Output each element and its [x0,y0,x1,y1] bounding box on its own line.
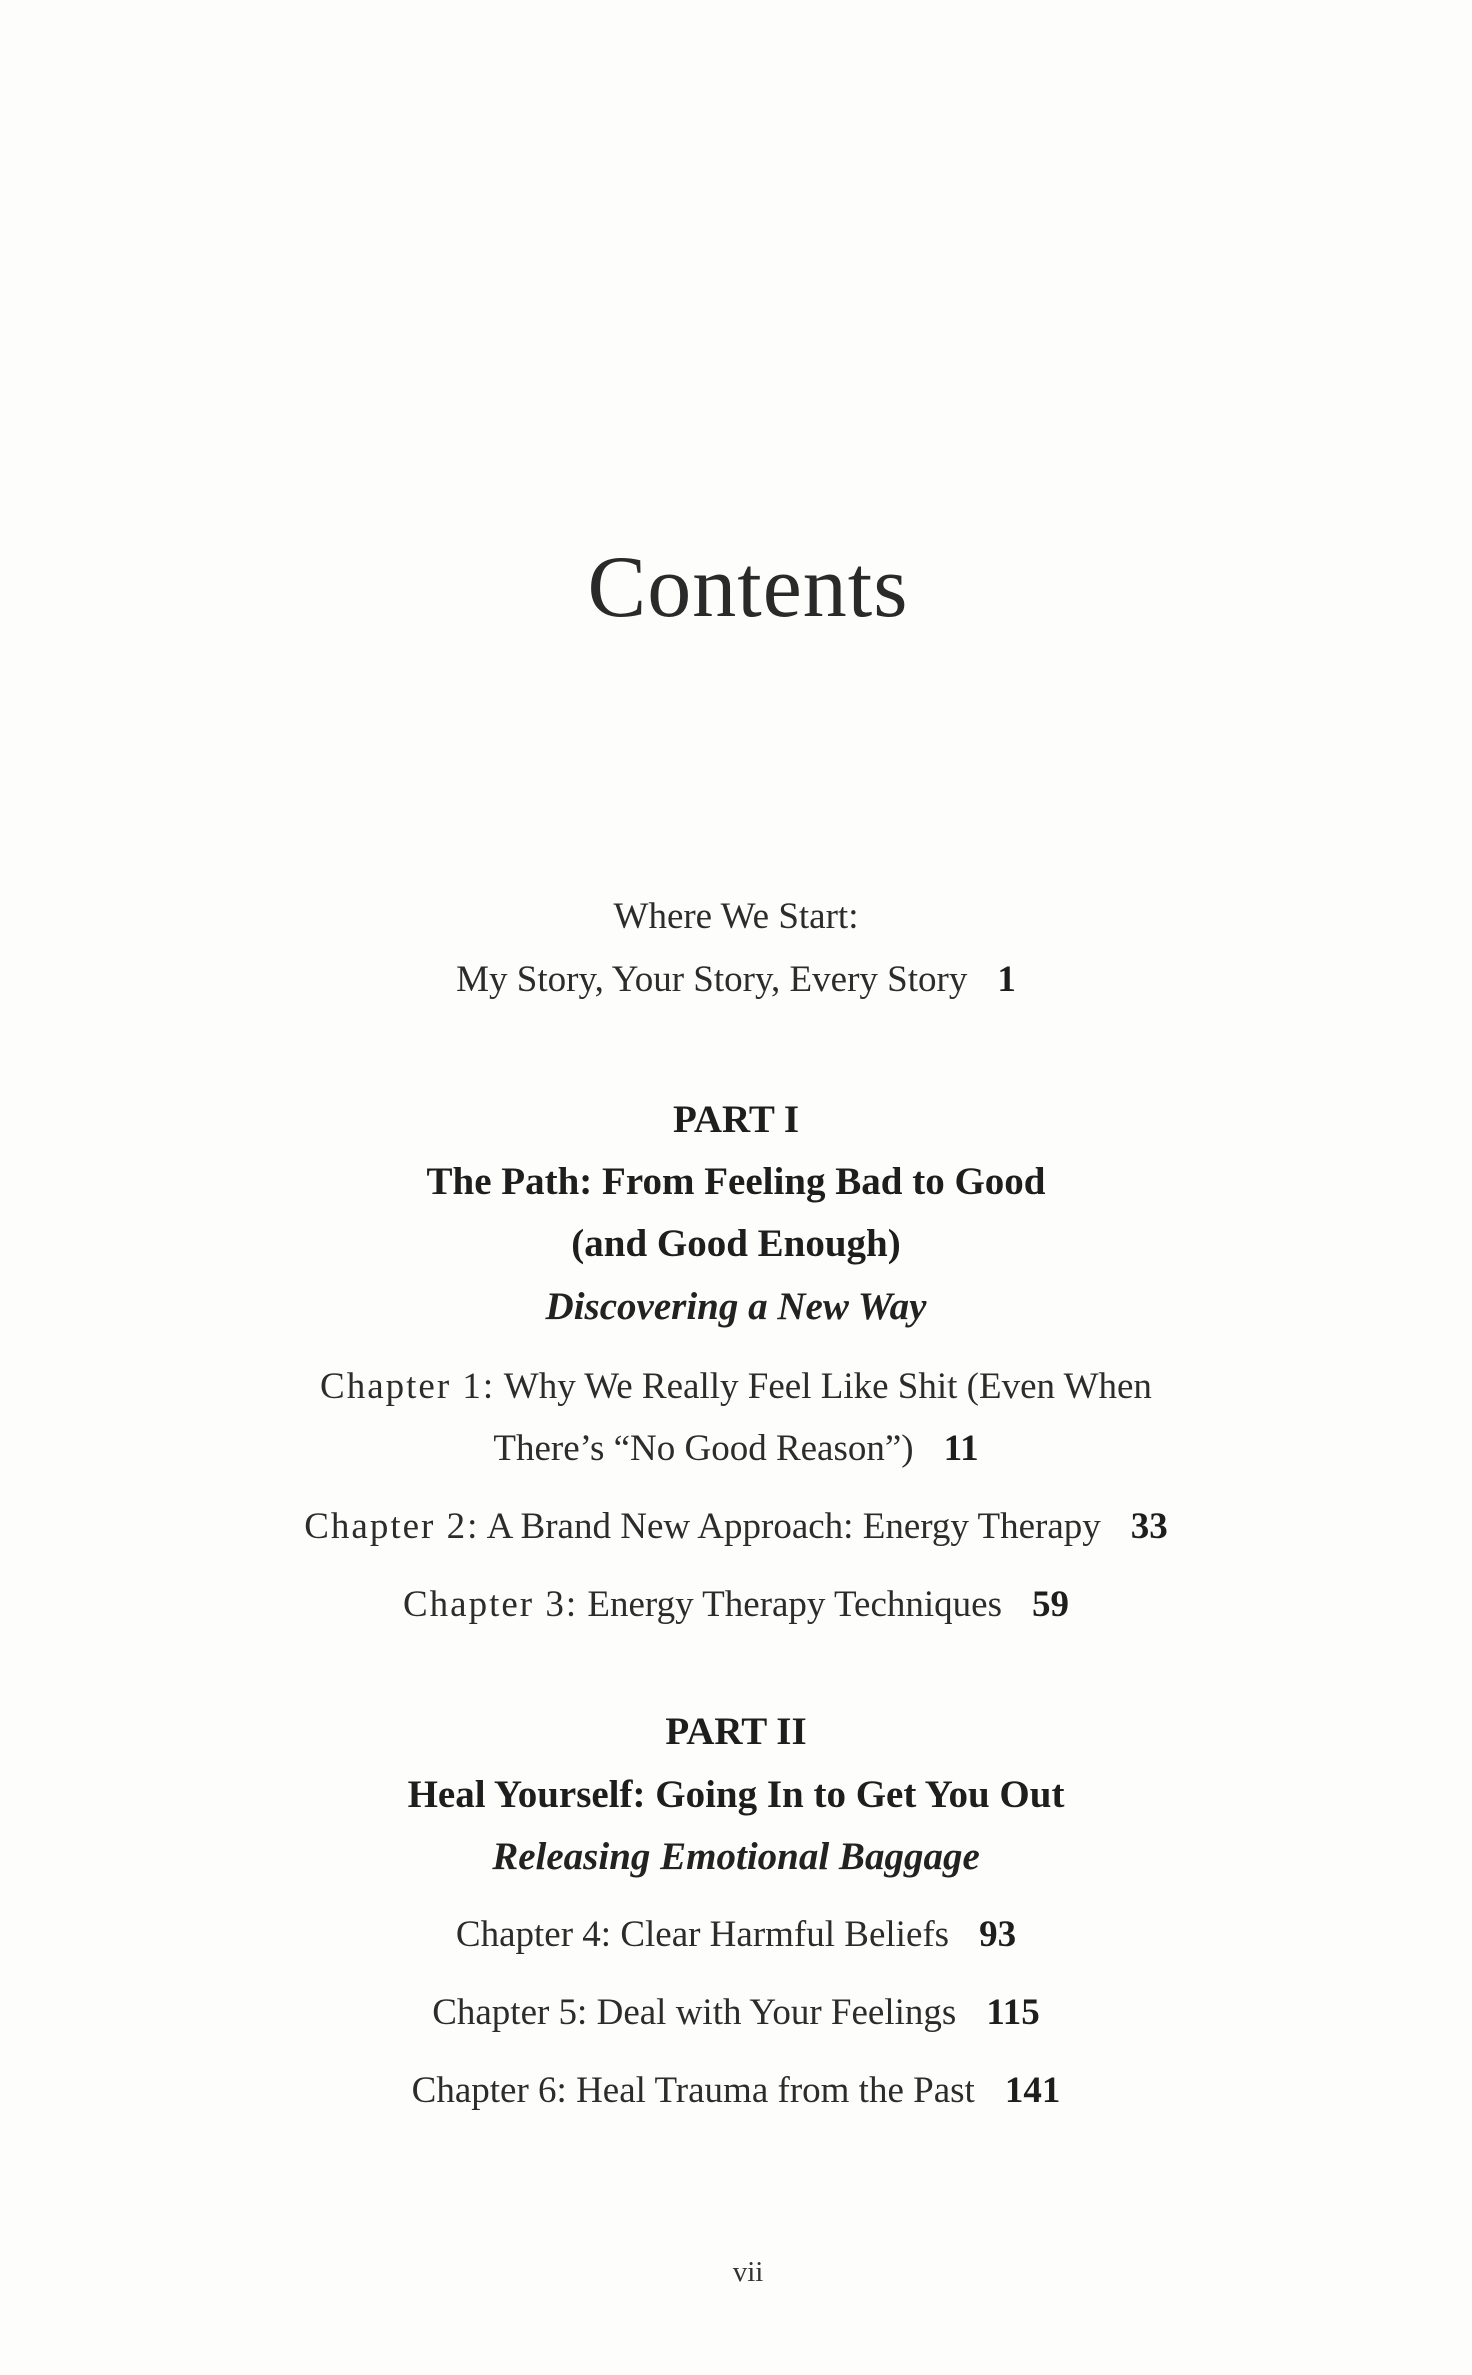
intro-heading [0,893,1472,941]
chapter-1-page-number: 11 [943,1428,979,1469]
toc-entry-chapter-5[interactable] [0,1989,1472,2037]
chapter-6-label: Chapter 6: [411,2070,567,2111]
page-folio: vii [732,2256,764,2288]
intro-title: My Story, Your Story, Every Story [456,959,968,1000]
toc-entry-intro[interactable] [0,956,1472,1004]
intro-page-number: 1 [997,959,1016,1000]
toc-entry-chapter-2[interactable] [0,1503,1472,1551]
toc-entry-chapter-1[interactable] [0,1363,1472,1411]
part2-title: Heal Yourself: Going In to Get You Out [407,1773,1065,1816]
chapter-2-title: A Brand New Approach: Energy Therapy [486,1506,1101,1547]
chapter-6-page-number: 141 [1004,2070,1061,2111]
part1-title-line1: The Path: From Feeling Bad to Good [426,1160,1046,1203]
intro-line1: Where We Start: [613,896,859,937]
chapter-6-title: Heal Trauma from the Past [576,2070,975,2111]
toc-entry-chapter-3[interactable] [0,1581,1472,1629]
chapter-5-title: Deal with Your Feelings [596,1992,957,2033]
part2-subtitle: Releasing Emotional Baggage [492,1835,980,1878]
chapter-4-title: Clear Harmful Beliefs [620,1914,950,1955]
part1-title-line2: (and Good Enough) [571,1222,901,1265]
chapter-4-page-number: 93 [979,1914,1017,1955]
chapter-4-label: Chapter 4: [455,1914,612,1955]
chapter-2-label: Chapter 2: [304,1506,480,1547]
toc-entry-chapter-4[interactable] [0,1911,1472,1959]
part2-label: PART II [665,1710,807,1753]
chapter-3-label: Chapter 3: [403,1584,579,1625]
chapter-1-title-line2: There’s “No Good Reason”) [493,1428,914,1469]
chapter-1-label: Chapter 1: [320,1366,496,1407]
toc-entry-chapter-6[interactable] [0,2067,1472,2115]
chapter-3-title: Energy Therapy Techniques [587,1584,1002,1625]
page-title: Contents [587,539,909,636]
toc-entry-chapter-1-cont[interactable] [0,1425,1472,1473]
part1-subtitle: Discovering a New Way [545,1285,927,1328]
chapter-2-page-number: 33 [1130,1506,1168,1547]
part1-label: PART I [672,1098,800,1141]
chapter-3-page-number: 59 [1031,1584,1069,1625]
chapter-5-page-number: 115 [986,1992,1040,2033]
chapter-5-label: Chapter 5: [432,1992,588,2033]
chapter-1-title-line1: Why We Really Feel Like Shit (Even When [503,1366,1152,1407]
